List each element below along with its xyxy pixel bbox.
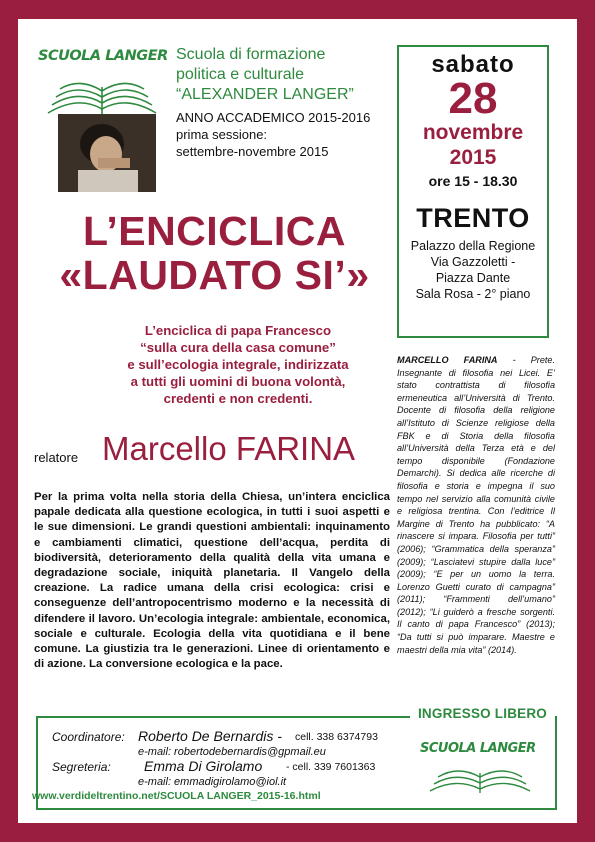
school-name	[176, 45, 354, 105]
subtitle-line: e sull’ecologia integrale, indirizzata	[127, 357, 349, 372]
bio-name: MARCELLO FARINA	[397, 355, 498, 365]
title-line-1: L’ENCICLICA	[83, 208, 346, 254]
secretary-label: Segreteria:	[52, 760, 111, 774]
venue-line: Sala Rosa - 2° piano	[415, 287, 531, 301]
event-city: TRENTO	[416, 203, 530, 233]
portrait-photo	[58, 114, 156, 192]
venue-line: Piazza Dante	[435, 271, 511, 285]
logo-text-small: SCUOLA LANGER	[420, 741, 536, 756]
speaker-label: relatore	[34, 450, 79, 465]
academic-year	[176, 109, 370, 160]
subtitle	[78, 322, 398, 407]
event-month: novembre	[422, 121, 524, 144]
poster-page	[18, 19, 577, 823]
speaker-name: Marcello FARINA	[102, 430, 356, 467]
session-label: prima sessione:	[176, 127, 268, 142]
website-link[interactable]: www.verdideltrentino.net/SCUOLA LANGER_2015-16.html	[32, 790, 321, 802]
bio-text: - Prete. Insegnante di filosofia nei Licei. E’ stato contrattista di filosofia ermeneutica all’Università di Trento. Docente di filosofia della religione all’Istituto di Scienze religiose della FBK e di Storia della filosofia all’Università della Terza età e del tempo disponibile (Fondazione Demarchi). Si dedica alle ricerche di filosofia e storia e impegna il suo tempo nel servizio alla comunità civile e religiosa trentina. Con l’editrice Il Margine di Trento ha pubblicato: “A rinascere si impara. Filosofia per tutti” (2006); “Grammatica della speranza” (2009); “Lasciatevi stupire dalla luce” (2009); “E per un uomo la terra. Lorenzo Guetti curato di campagna” (2011); “Frammenti dell’umano” (2012); “Li guiderò a fresche sorgenti. Il canto di papa Francesco” (2013); “Da tutti si può imparare. Maestre e maestri della mia vita” (2014).	[397, 355, 555, 655]
subtitle-line: a tutti gli uomini di buona volontà,	[130, 374, 346, 389]
event-day: 28	[448, 74, 498, 123]
event-description: Per la prima volta nella storia della Chiesa, un’intera enciclica papale dedicata alla questione ecologica, in tutti i suoi aspetti e le sue dimensioni. Le grandi questioni ambientali: inquinamento e cambiamenti climatici, questione dell’acqua, perdita di biodiversità, deterioramento della qualità della vita umana e degradazione sociale, iniquità planetaria. Il Vangelo della creazione. La radice umana della crisi ecologica: crisi e conseguenze dell’antropocentrismo moderno e la necessità di difendere il lavoro. Un’ecologia integrale: ambientale, economica, sociale e culturale. Ecologia della vita quotidiana e il bene comune. La giustizia tra le generazioni. Linee di orientamento e di azione. La conversione ecologica e la pace.	[34, 491, 390, 671]
event-venue	[399, 238, 547, 302]
coordinator-email[interactable]: e-mail: robertodebernardis@gpmail.eu	[138, 746, 326, 758]
coordinator-label: Coordinatore:	[52, 730, 125, 744]
school-line-1: Scuola di formazione	[176, 46, 326, 63]
event-weekday: sabato	[431, 51, 515, 78]
free-entry-label: INGRESSO LIBERO	[410, 706, 555, 721]
title-line-2: «LAUDATO SI’»	[59, 252, 370, 298]
secretary-name: Emma Di Girolamo	[144, 758, 263, 774]
subtitle-line: credenti e non credenti.	[163, 391, 313, 406]
session-dates: settembre-novembre 2015	[176, 144, 329, 159]
event-year: 2015	[449, 146, 497, 169]
event-date-box	[397, 45, 549, 338]
coordinator-name: Roberto De Bernardis -	[138, 728, 282, 744]
scuola-langer-logo-small	[420, 737, 540, 797]
subtitle-line: “sulla cura della casa comune”	[140, 340, 336, 355]
secretary-email[interactable]: e-mail: emmadigirolamo@iol.it	[138, 776, 287, 788]
event-time: ore 15 - 18.30	[428, 173, 518, 189]
secretary-cell: - cell. 339 7601363	[286, 761, 376, 773]
subtitle-line: L’enciclica di papa Francesco	[144, 323, 332, 338]
coordinator-cell: cell. 338 6374793	[295, 731, 378, 743]
school-line-2: politica e culturale	[176, 66, 305, 83]
scuola-langer-logo	[38, 43, 166, 123]
venue-line: Palazzo della Regione	[410, 239, 536, 253]
speaker-bio	[397, 354, 555, 656]
venue-line: Via Gazzoletti -	[430, 255, 516, 269]
logo-text: SCUOLA LANGER	[38, 48, 168, 64]
school-line-3: “ALEXANDER LANGER”	[176, 86, 354, 103]
academic-year-label: ANNO ACCADEMICO 2015-2016	[176, 110, 371, 125]
